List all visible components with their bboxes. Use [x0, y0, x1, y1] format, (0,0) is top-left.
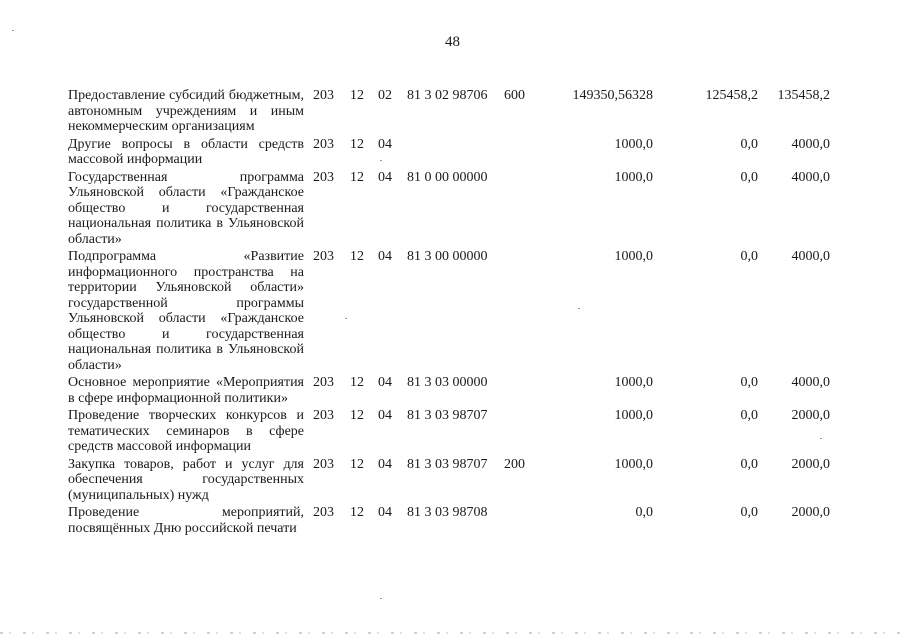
- target-article-code: 81 3 02 98706: [407, 88, 488, 103]
- row-description: Предоставление субсидий бюджетным, автономным учреждениям и иным некоммерческим организациям: [68, 88, 304, 134]
- expense-type-code: 200: [504, 456, 525, 472]
- scan-speck: [578, 308, 580, 309]
- amount-year-3: 2000,0: [791, 456, 830, 472]
- amount-year-2: 0,0: [740, 408, 758, 423]
- target-article-code: 81 3 03 98708: [407, 505, 488, 520]
- amount-year-1: 1000,0: [614, 169, 653, 185]
- amount-year-3: 135458,2: [777, 88, 830, 103]
- amount-year-1: 1000,0: [614, 408, 653, 423]
- ved-code: 203: [313, 505, 334, 520]
- table-row: [68, 169, 830, 248]
- section-code: 12: [350, 408, 364, 423]
- ved-code: 203: [313, 88, 334, 103]
- amount-year-2: 0,0: [740, 456, 758, 472]
- amount-year-1: 1000,0: [614, 136, 653, 152]
- ved-code: 203: [313, 249, 334, 264]
- section-code: 12: [350, 375, 364, 390]
- row-description: Основное мероприятие «Мероприятия в сфере информационной политики»: [68, 375, 304, 406]
- amount-year-1: 1000,0: [614, 375, 653, 390]
- section-code: 12: [350, 456, 364, 472]
- amount-year-2: 0,0: [740, 169, 758, 185]
- section-code: 12: [350, 169, 364, 185]
- section-code: 12: [350, 249, 364, 264]
- ved-code: 203: [313, 169, 334, 185]
- row-description: Проведение творческих конкурсов и тематических семинаров в сфере средств массовой информации: [68, 408, 304, 454]
- subsection-code: 04: [378, 249, 392, 264]
- amount-year-1: 149350,56328: [572, 88, 653, 103]
- scan-speck: [820, 438, 822, 439]
- row-description: Проведение мероприятий, посвящённых Дню российской печати: [68, 505, 304, 536]
- subsection-code: 04: [378, 408, 392, 423]
- scan-edge-noise: [0, 632, 905, 634]
- scan-speck: [12, 30, 14, 31]
- subsection-code: 02: [378, 88, 392, 103]
- table-row: [68, 136, 830, 168]
- amount-year-1: 1000,0: [614, 249, 653, 264]
- subsection-code: 04: [378, 456, 392, 472]
- scan-speck: [380, 160, 382, 161]
- row-description: Подпрограмма «Развитие информационного пространства на территории Ульяновской области» государственной программы Ульяновской области «Гражданское общество и государственная национальная политика в Ульяновской области»: [68, 249, 304, 373]
- amount-year-3: 4000,0: [791, 249, 830, 264]
- amount-year-2: 0,0: [740, 249, 758, 264]
- amount-year-2: 0,0: [740, 505, 758, 520]
- table-row: [68, 505, 830, 536]
- amount-year-2: 0,0: [740, 375, 758, 390]
- scan-speck: [345, 318, 347, 319]
- table-row: [68, 88, 830, 135]
- amount-year-1: 0,0: [635, 505, 653, 520]
- table-row: [68, 456, 830, 504]
- amount-year-3: 2000,0: [791, 408, 830, 423]
- amount-year-3: 4000,0: [791, 169, 830, 185]
- amount-year-1: 1000,0: [614, 456, 653, 472]
- page-number: 48: [445, 34, 460, 50]
- table-row: [68, 408, 830, 455]
- row-description: Другие вопросы в области средств массовой информации: [68, 136, 304, 167]
- amount-year-3: 4000,0: [791, 136, 830, 152]
- table-row: [68, 375, 830, 406]
- scan-speck: [380, 598, 382, 599]
- section-code: 12: [350, 505, 364, 520]
- table-row: [68, 249, 830, 373]
- target-article-code: 81 0 00 00000: [407, 169, 488, 185]
- subsection-code: 04: [378, 505, 392, 520]
- row-description: Закупка товаров, работ и услуг для обеспечения государственных (муниципальных) нужд: [68, 456, 304, 503]
- ved-code: 203: [313, 136, 334, 152]
- subsection-code: 04: [378, 169, 392, 185]
- section-code: 12: [350, 88, 364, 103]
- amount-year-2: 0,0: [740, 136, 758, 152]
- subsection-code: 04: [378, 375, 392, 390]
- budget-table: [68, 88, 830, 538]
- amount-year-3: 2000,0: [791, 505, 830, 520]
- target-article-code: 81 3 03 98707: [407, 408, 488, 423]
- target-article-code: 81 3 03 00000: [407, 375, 488, 390]
- amount-year-3: 4000,0: [791, 375, 830, 390]
- target-article-code: 81 3 03 98707: [407, 456, 488, 472]
- amount-year-2: 125458,2: [705, 88, 758, 103]
- ved-code: 203: [313, 456, 334, 472]
- row-description: Государственная программа Ульяновской области «Гражданское общество и государственная национальная политика в Ульяновской области»: [68, 169, 304, 247]
- section-code: 12: [350, 136, 364, 152]
- expense-type-code: 600: [504, 88, 525, 103]
- target-article-code: 81 3 00 00000: [407, 249, 488, 264]
- subsection-code: 04: [378, 136, 392, 152]
- ved-code: 203: [313, 375, 334, 390]
- ved-code: 203: [313, 408, 334, 423]
